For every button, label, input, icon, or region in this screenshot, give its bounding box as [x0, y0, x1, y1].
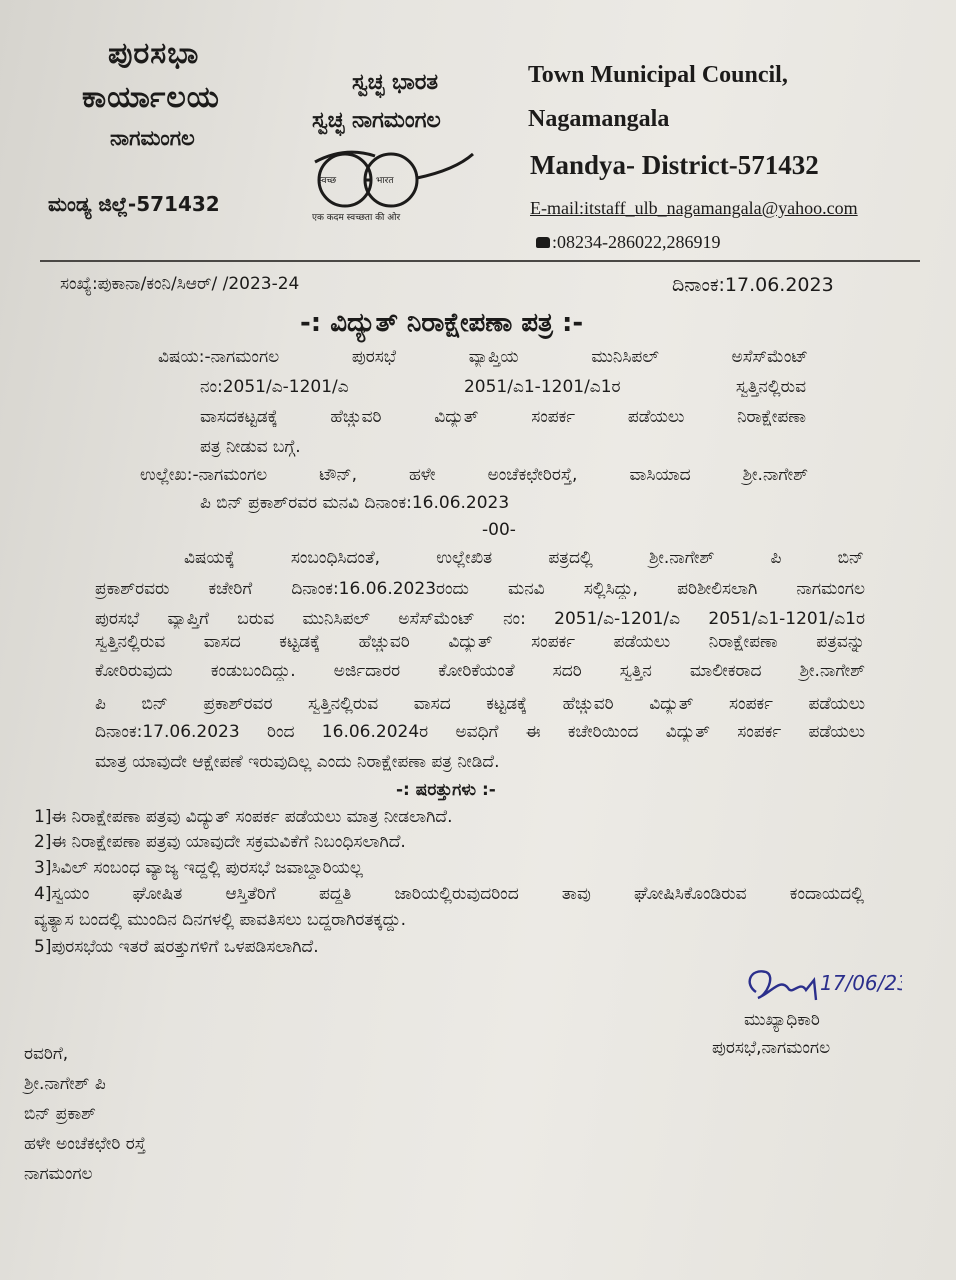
reference-number: ಸಂಖ್ಯೆ:ಪುಕಾನಾ/ಕಂನಿ/ಸಿಆರ್/ /2023-24 [60, 274, 300, 294]
body-line-5: ಕೋರಿರುವುದು ಕಂಡುಬಂದಿದ್ದು. ಅರ್ಜಿದಾರರ ಕೋರಿಕೆಯಂತೆ ಸದರಿ ಸ್ವತ್ತಿನ ಮಾಲೀಕರಾದ ಶ್ರೀ.ನಾಗೇಶ್ [95, 661, 865, 681]
header-kn-line2: ಕಾರ್ಯಾಲಯ [82, 80, 220, 115]
header-kn-line3: ನಾಗಮಂಗಲ [110, 126, 195, 150]
body-line-7: ದಿನಾಂಕ:17.06.2023 ರಿಂದ 16.06.2024ರ ಅವಧಿಗೆ ಈ ಕಚೇರಿಯಿಂದ ವಿದ್ಯುತ್ ಸಂಪರ್ಕ ಪಡೆಯಲು [95, 722, 865, 742]
document-title: -: ವಿದ್ಯುತ್ ನಿರಾಕ್ಷೇಪಣಾ ಪತ್ರ :- [300, 308, 584, 338]
addressee-father: ಬಿನ್ ಪ್ರಕಾಶ್ [24, 1104, 96, 1124]
header-email: E-mail:itstaff_ulb_nagamangala@yahoo.com [530, 198, 858, 218]
subject-line-1: ವಿಷಯ:-ನಾಗಮಂಗಲ ಪುರಸಭೆ ವ್ಯಾಪ್ತಿಯ ಮುನಿಸಿಪಲ್ ಅಸೆಸ್‌ಮೆಂಟ್ [158, 347, 808, 367]
body-line-2: ಪ್ರಕಾಶ್‌ರವರು ಕಚೇರಿಗೆ ದಿನಾಂಕ:16.06.2023ರಂದು ಮನವಿ ಸಲ್ಲಿಸಿದ್ದು, ಪರಿಶೀಲಿಸಲಾಗಿ ನಾಗಮಂಗಲ [95, 579, 865, 599]
signature-office: ಪುರಸಭೆ,ನಾಗಮಂಗಲ [712, 1038, 831, 1058]
letter-date: ದಿನಾಂಕ:17.06.2023 [672, 274, 834, 296]
addressee-town: ನಾಗಮಂಗಲ [24, 1164, 93, 1184]
subject-line-4: ಪತ್ರ ನೀಡುವ ಬಗ್ಗೆ. [200, 437, 301, 457]
signature-scribble [742, 962, 902, 1016]
logo-tagline: एक कदम स्वच्छता की ओर [312, 213, 401, 223]
swachh-line2: ಸ್ವಚ್ಛ ನಾಗಮಂಗಲ [312, 108, 441, 133]
condition-1: 1]ಈ ನಿರಾಕ್ಷೇಪಣಾ ಪತ್ರವು ವಿದ್ಯುತ್ ಸಂಪರ್ಕ ಪಡೆಯಲು ಮಾತ್ರ ನೀಡಲಾಗಿದೆ. [34, 807, 453, 827]
header-phone: :08234-286022,286919 [552, 232, 721, 252]
phone-icon [536, 237, 550, 248]
swachh-line1: ಸ್ವಚ್ಛ ಭಾರತ [352, 70, 439, 95]
header-kn-line1: ಪುರಸಭಾ [108, 36, 200, 71]
reference-line-2: ಪಿ ಬಿನ್ ಪ್ರಕಾಶ್‌ರವರ ಮನವಿ ದಿನಾಂಕ:16.06.2023 [200, 493, 510, 513]
logo-left-word: स्वच्छ [318, 176, 337, 186]
condition-2: 2]ಈ ನಿರಾಕ್ಷೇಪಣಾ ಪತ್ರವು ಯಾವುದೇ ಸಕ್ರಮವಿಕೆಗೆ ನಿಬಂಧಿಸಲಾಗಿದೆ. [34, 832, 406, 852]
header-divider [40, 260, 920, 262]
header-en-line2: Nagamangala [528, 106, 670, 132]
body-line-6: ಪಿ ಬಿನ್ ಪ್ರಕಾಶ್‌ರವರ ಸ್ವತ್ತಿನಲ್ಲಿರುವ ವಾಸದ ಕಟ್ಟಡಕ್ಕೆ ಹೆಚ್ಚುವರಿ ವಿದ್ಯುತ್ ಸಂಪರ್ಕ ಪಡೆಯಲು [95, 694, 865, 714]
condition-5: 5]ಪುರಸಭೆಯ ಇತರೆ ಷರತ್ತುಗಳಿಗೆ ಒಳಪಡಿಸಲಾಗಿದೆ. [34, 937, 319, 957]
condition-4: 4]ಸ್ವಯಂ ಘೋಷಿತ ಆಸ್ತಿತೆರಿಗೆ ಪದ್ಧತಿ ಜಾರಿಯಲ್ಲಿರುವುದರಿಂದ ತಾವು ಘೋಷಿಸಿಕೊಂಡಿರುವ ಕಂದಾಯದಲ್ಲಿ [34, 884, 864, 904]
addressee-street: ಹಳೇ ಅಂಚೆಕಛೇರಿ ರಸ್ತೆ [24, 1134, 146, 1154]
logo-right-word: भारत [376, 176, 394, 186]
header-phone-row [536, 232, 721, 253]
body-line-3: ಪುರಸಭೆ ವ್ಯಾಪ್ತಿಗೆ ಬರುವ ಮುನಿಸಿಪಲ್ ಅಸೆಸ್‌ಮೆಂಟ್ ನಂ: 2051/ಎ-1201/ಎ 2051/ಎ1-1201/ಎ1ರ [95, 609, 865, 629]
signature-designation: ಮುಖ್ಯಾಧಿಕಾರಿ [744, 1010, 820, 1030]
reference-line-1: ಉಲ್ಲೇಖ:-ನಾಗಮಂಗಲ ಟೌನ್, ಹಳೇ ಅಂಚೆಕಛೇರಿರಸ್ತೆ, ವಾಸಿಯಾದ ಶ್ರೀ.ನಾಗೇಶ್ [140, 465, 808, 485]
subject-line-3: ವಾಸದಕಟ್ಟಡಕ್ಕೆ ಹೆಚ್ಚುವರಿ ವಿದ್ಯುತ್ ಸಂಪರ್ಕ ಪಡೆಯಲು ನಿರಾಕ್ಷೇಪಣಾ [200, 407, 806, 427]
addressee-to: ರವರಿಗೆ, [24, 1044, 69, 1064]
separator: -00- [482, 520, 516, 540]
addressee-name: ಶ್ರೀ.ನಾಗೇಶ್ ಪಿ [24, 1074, 106, 1094]
signature-date: 17/06/23 [820, 971, 902, 995]
condition-3: 3]ಸಿವಿಲ್ ಸಂಬಂಧ ವ್ಯಾಜ್ಯ ಇದ್ದಲ್ಲಿ ಪುರಸಭೆ ಜವಾಬ್ದಾರಿಯಲ್ಲ [34, 858, 363, 878]
condition-4-cont: ವ್ಯತ್ಯಾಸ ಬಂದಲ್ಲಿ ಮುಂದಿನ ದಿನಗಳಲ್ಲಿ ಪಾವತಿಸಲು ಬದ್ದರಾಗಿರತಕ್ಕದ್ದು. [34, 910, 406, 930]
subject-line-2: ನಂ:2051/ಎ-1201/ಎ 2051/ಎ1-1201/ಎ1ರ ಸ್ವತ್ತಿನಲ್ಲಿರುವ [200, 377, 806, 397]
body-line-1: ವಿಷಯಕ್ಕೆ ಸಂಬಂಧಿಸಿದಂತೆ, ಉಲ್ಲೇಖಿತ ಪತ್ರದಲ್ಲಿ ಶ್ರೀ.ನಾಗೇಶ್ ಪಿ ಬಿನ್ [184, 548, 864, 568]
header-en-line3: Mandya- District-571432 [530, 150, 819, 180]
conditions-heading: -: ಷರತ್ತುಗಳು :- [396, 780, 496, 800]
body-line-4: ಸ್ವತ್ತಿನಲ್ಲಿರುವ ವಾಸದ ಕಟ್ಟಡಕ್ಕೆ ಹೆಚ್ಚುವರಿ ವಿದ್ಯುತ್ ಸಂಪರ್ಕ ಪಡೆಯಲು ನಿರಾಕ್ಷೇಪಣಾ ಪತ್ರವನ್ನು [95, 632, 865, 652]
body-line-8: ಮಾತ್ರ ಯಾವುದೇ ಆಕ್ಷೇಪಣೆ ಇರುವುದಿಲ್ಲ ಎಂದು ನಿರಾಕ್ಷೇಪಣಾ ಪತ್ರ ನೀಡಿದೆ. [95, 752, 500, 772]
header-kn-district: ಮಂಡ್ಯ ಜಿಲ್ಲೆ-571432 [48, 192, 220, 216]
header-en-line1: Town Municipal Council, [528, 62, 788, 88]
